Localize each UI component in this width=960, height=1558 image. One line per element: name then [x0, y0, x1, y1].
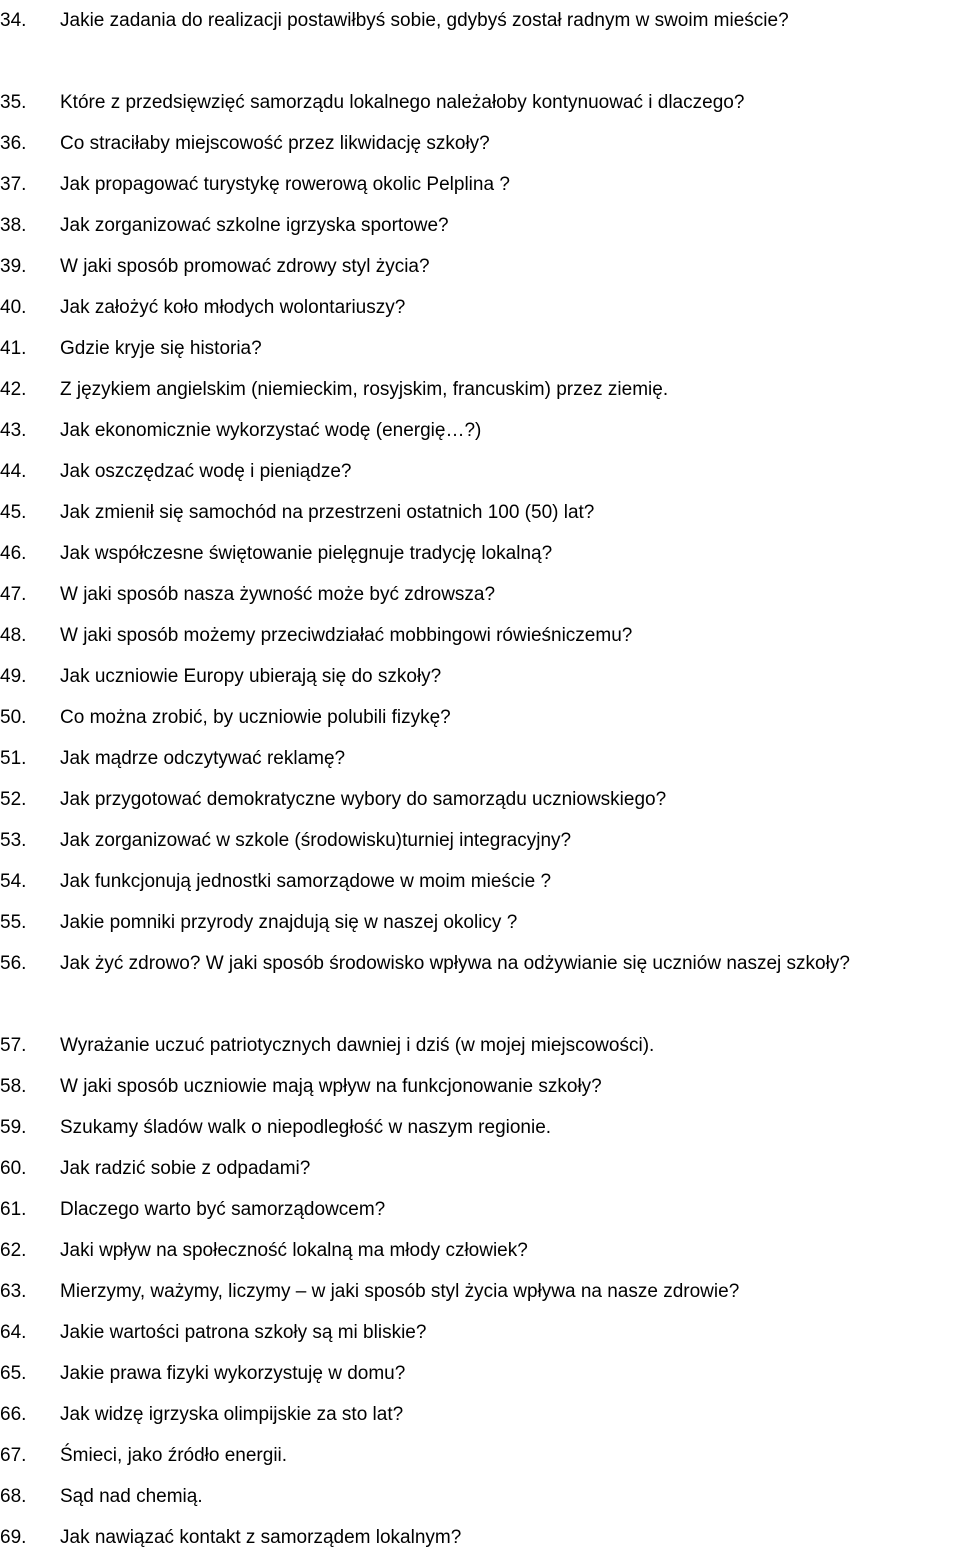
item-text: Jakie pomniki przyrody znajdują się w naszej okolicy ? [60, 912, 518, 933]
list-item [0, 0, 960, 82]
item-text: Które z przedsięwzięć samorządu lokalnego należałoby kontynuować i dlaczego? [60, 92, 745, 113]
list-item [0, 533, 960, 574]
item-number: 62. [0, 1240, 27, 1261]
item-number: 34. [0, 10, 27, 31]
list-item [0, 943, 960, 1025]
item-text: Szukamy śladów walk o niepodległość w naszym regionie. [60, 1117, 552, 1138]
list-item [0, 902, 960, 943]
item-text: Jakie wartości patrona szkoły są mi bliskie? [60, 1322, 427, 1343]
item-number: 44. [0, 461, 27, 482]
list-item [0, 574, 960, 615]
item-text: Jak przygotować demokratyczne wybory do samorządu uczniowskiego? [60, 789, 667, 810]
item-number: 35. [0, 92, 27, 113]
item-text: Sąd nad chemią. [60, 1486, 203, 1507]
list-item [0, 410, 960, 451]
item-text: W jaki sposób nasza żywność może być zdrowsza? [60, 584, 496, 605]
list-item [0, 1271, 960, 1312]
item-text: Co straciłaby miejscowość przez likwidację szkoły? [60, 133, 490, 154]
list-item [0, 738, 960, 779]
item-text: Śmieci, jako źródło energii. [60, 1445, 288, 1466]
list-item [0, 656, 960, 697]
item-number: 63. [0, 1281, 27, 1302]
list-item [0, 1230, 960, 1271]
item-text: Jak zmienił się samochód na przestrzeni ostatnich 100 (50) lat? [60, 502, 595, 523]
item-text: Co można zrobić, by uczniowie polubili fizykę? [60, 707, 451, 728]
item-number: 50. [0, 707, 27, 728]
list-item [0, 820, 960, 861]
item-number: 37. [0, 174, 27, 195]
list-item [0, 861, 960, 902]
item-text: Jak zorganizować w szkole (środowisku)turniej integracyjny? [60, 830, 572, 851]
item-number: 39. [0, 256, 27, 277]
item-number: 67. [0, 1445, 27, 1466]
item-number: 65. [0, 1363, 27, 1384]
item-number: 38. [0, 215, 27, 236]
list-item [0, 164, 960, 205]
item-text: Jak propagować turystykę rowerową okolic Pelplina ? [60, 174, 510, 195]
list-item [0, 1476, 960, 1517]
item-number: 54. [0, 871, 27, 892]
item-text: Jakie zadania do realizacji postawiłbyś sobie, gdybyś został radnym w swoim mieście? [60, 10, 789, 31]
item-text: Jak nawiązać kontakt z samorządem lokalnym? [60, 1527, 462, 1548]
item-number: 53. [0, 830, 27, 851]
list-item [0, 1435, 960, 1476]
item-number: 59. [0, 1117, 27, 1138]
item-text: W jaki sposób promować zdrowy styl życia? [60, 256, 430, 277]
list-item [0, 779, 960, 820]
list-item [0, 1107, 960, 1148]
item-text: Jak ekonomicznie wykorzystać wodę (energię…?) [60, 420, 482, 441]
item-text: Dlaczego warto być samorządowcem? [60, 1199, 386, 1220]
list-item [0, 1148, 960, 1189]
item-number: 51. [0, 748, 27, 769]
item-text: Z językiem angielskim (niemieckim, rosyjskim, francuskim) przez ziemię. [60, 379, 669, 400]
list-item [0, 123, 960, 164]
list-item [0, 1189, 960, 1230]
item-text: Jak żyć zdrowo? W jaki sposób środowisko wpływa na odżywianie się uczniów naszej szkoły? [60, 953, 850, 974]
list-item [0, 451, 960, 492]
item-text: Jak widzę igrzyska olimpijskie za sto lat? [60, 1404, 404, 1425]
item-text: W jaki sposób możemy przeciwdziałać mobbingowi rówieśniczemu? [60, 625, 633, 646]
item-text: W jaki sposób uczniowie mają wpływ na funkcjonowanie szkoły? [60, 1076, 602, 1097]
item-text: Jak uczniowie Europy ubierają się do szkoły? [60, 666, 442, 687]
item-number: 68. [0, 1486, 27, 1507]
list-item [0, 1394, 960, 1435]
item-number: 45. [0, 502, 27, 523]
list-item [0, 1517, 960, 1558]
list-item [0, 369, 960, 410]
item-text: Jak mądrze odczytywać reklamę? [60, 748, 346, 769]
item-text: Jak oszczędzać wodę i pieniądze? [60, 461, 352, 482]
list-item [0, 1353, 960, 1394]
item-number: 56. [0, 953, 27, 974]
item-number: 48. [0, 625, 27, 646]
list-item [0, 328, 960, 369]
item-text: Jak radzić sobie z odpadami? [60, 1158, 311, 1179]
item-number: 55. [0, 912, 27, 933]
item-number: 64. [0, 1322, 27, 1343]
item-number: 41. [0, 338, 27, 359]
item-number: 60. [0, 1158, 27, 1179]
item-text: Jak założyć koło młodych wolontariuszy? [60, 297, 406, 318]
item-text: Jak funkcjonują jednostki samorządowe w moim mieście ? [60, 871, 552, 892]
item-text: Jak współczesne świętowanie pielęgnuje tradycję lokalną? [60, 543, 553, 564]
item-number: 43. [0, 420, 27, 441]
item-text: Jaki wpływ na społeczność lokalną ma młody człowiek? [60, 1240, 528, 1261]
item-number: 66. [0, 1404, 27, 1425]
item-number: 52. [0, 789, 27, 810]
item-text: Wyrażanie uczuć patriotycznych dawniej i dziś (w mojej miejscowości). [60, 1035, 655, 1056]
item-number: 58. [0, 1076, 27, 1097]
item-number: 42. [0, 379, 27, 400]
list-item [0, 697, 960, 738]
item-number: 69. [0, 1527, 27, 1548]
list-item [0, 1066, 960, 1107]
list-item [0, 492, 960, 533]
item-text: Jakie prawa fizyki wykorzystuję w domu? [60, 1363, 406, 1384]
list-item [0, 82, 960, 123]
item-number: 36. [0, 133, 27, 154]
list-item [0, 287, 960, 328]
item-number: 61. [0, 1199, 27, 1220]
item-number: 57. [0, 1035, 27, 1056]
item-text: Gdzie kryje się historia? [60, 338, 262, 359]
item-number: 49. [0, 666, 27, 687]
item-number: 40. [0, 297, 27, 318]
list-item [0, 615, 960, 656]
list-item [0, 1025, 960, 1066]
list-item [0, 1312, 960, 1353]
item-number: 47. [0, 584, 27, 605]
item-text: Jak zorganizować szkolne igrzyska sportowe? [60, 215, 449, 236]
item-number: 46. [0, 543, 27, 564]
item-text: Mierzymy, ważymy, liczymy – w jaki sposób styl życia wpływa na nasze zdrowie? [60, 1281, 740, 1302]
list-item [0, 205, 960, 246]
list-item [0, 246, 960, 287]
